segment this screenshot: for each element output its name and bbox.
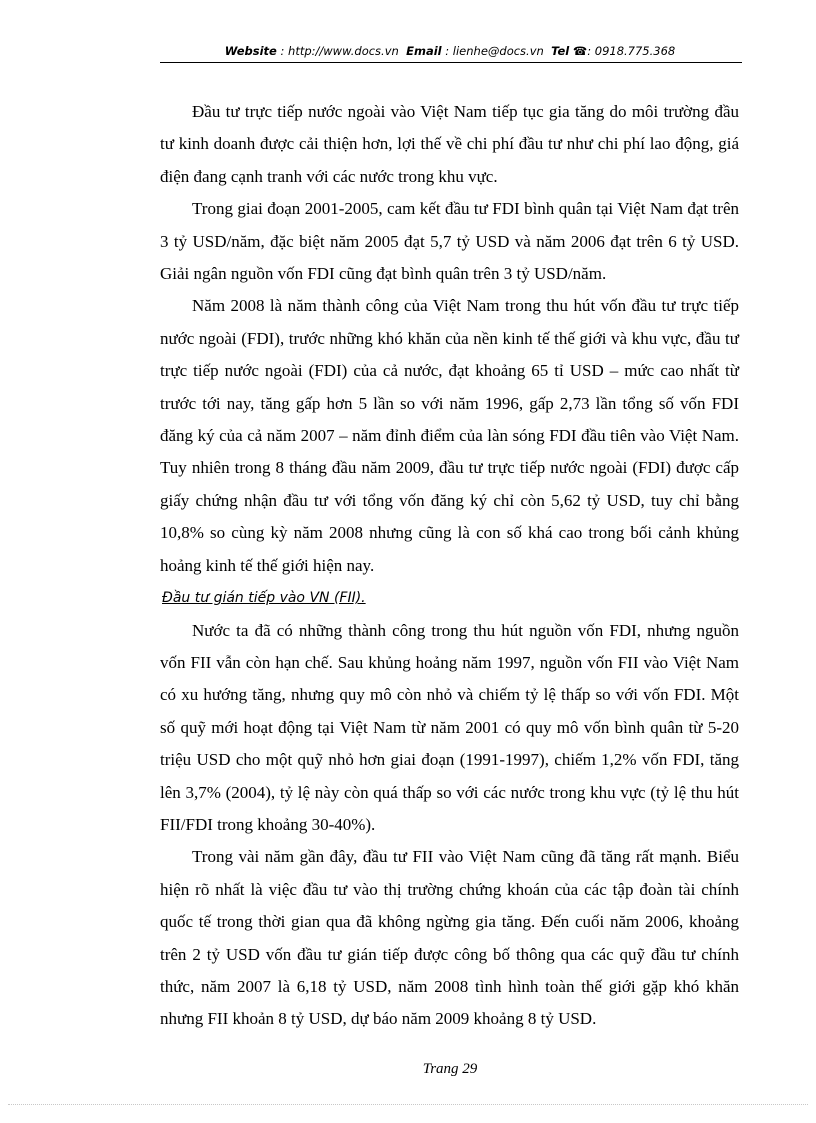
paragraph-fii-growth: Trong vài năm gần đây, đầu tư FII vào Việt Nam cũng đã tăng rất mạnh. Biểu hiện rõ nhất là việc đầu tư vào thị trường chứng khoán của các tập đoàn tài chính quốc tế trong thời gian qua đã không ngừng gia tăng. Đến cuối năm 2006, khoảng trên 2 tỷ USD vốn đầu tư gián tiếp được công bố thông qua các quỹ đầu tư chính thức, năm 2007 là 6,18 tỷ USD, năm 2008 tình hình toàn thế giới gặp khó khăn nhưng FII khoản 8 tỷ USD, dự báo năm 2009 khoảng 8 tỷ USD. xyxy=(160,847,739,1029)
section-heading-fii: Đầu tư gián tiếp vào VN (FII). xyxy=(162,590,366,607)
email-label: Email xyxy=(406,44,442,58)
phone-icon: ☎ xyxy=(572,44,588,58)
page-bottom-divider xyxy=(8,1104,808,1105)
email-value: : lienhe@docs.vn xyxy=(445,44,544,58)
paragraph-fii-limits: Nước ta đã có những thành công trong thu hút nguồn vốn FDI, nhưng nguồn vốn FII vẫn còn hạn chế. Sau khủng hoảng năm 1997, nguồn vốn FII vào Việt Nam có xu hướng tăng, nhưng quy mô còn nhỏ và chiếm tỷ lệ thấp so với vốn FDI. Một số quỹ mới hoạt động tại Việt Nam từ năm 2001 có quy mô vốn bình quân từ 5-20 triệu USD cho một quỹ nhỏ hơn giai đoạn (1991-1997), chiếm 1,2% vốn FDI, tăng lên 3,7% (2004), tỷ lệ này còn quá thấp so với các nước trong khu vực (tỷ lệ thu hút FII/FDI trong khoảng 30-40%). xyxy=(160,620,739,834)
tel-value: : 0918.775.368 xyxy=(587,44,676,58)
website-value: : http://www.docs.vn xyxy=(280,44,399,58)
page-number: Trang 29 xyxy=(422,1061,478,1077)
paragraph-fdi-2008: Năm 2008 là năm thành công của Việt Nam trong thu hút vốn đầu tư trực tiếp nước ngoài (FDI), trước những khó khăn của nền kinh tế thế giới và khu vực, đầu tư trực tiếp nước ngoài (FDI) của cả nước, đạt khoảng 65 tỉ USD – mức cao nhất từ trước tới nay, tăng gấp hơn 5 lần so với năm 1996, gấp 2,73 lần tổng số vốn FDI đăng ký của cả năm 2007 – năm đỉnh điểm của làn sóng FDI đầu tiên vào Việt Nam. Tuy nhiên trong 8 tháng đầu năm 2009, đầu tư trực tiếp nước ngoài (FDI) được cấp giấy chứng nhận đầu tư với tổng vốn đăng ký chỉ còn 5,62 tỷ USD, tuy chỉ bằng 10,8% so cùng kỳ năm 2008 nhưng cũng là con số khá cao trong bối cảnh khủng hoảng kinh tế thế giới hiện nay. xyxy=(160,296,739,575)
tel-label: Tel xyxy=(551,44,570,58)
paragraph-fdi-2001-2005: Trong giai đoạn 2001-2005, cam kết đầu tư FDI bình quân tại Việt Nam đạt trên 3 tỷ USD/năm, đặc biệt năm 2005 đạt 5,7 tỷ USD và năm 2006 đạt trên 6 tỷ USD. Giải ngân nguồn vốn FDI cũng đạt bình quân trên 3 tỷ USD/năm. xyxy=(160,199,739,284)
header-divider xyxy=(160,62,742,63)
paragraph-fdi-growth: Đầu tư trực tiếp nước ngoài vào Việt Nam tiếp tục gia tăng do môi trường đầu tư kinh doanh được cải thiện hơn, lợi thế về chi phí đầu tư như chi phí lao động, giá điện đang cạnh tranh với các nước trong khu vực. xyxy=(160,102,739,186)
document-body xyxy=(160,96,739,1036)
page-header xyxy=(160,44,740,58)
website-label: Website xyxy=(224,44,277,58)
